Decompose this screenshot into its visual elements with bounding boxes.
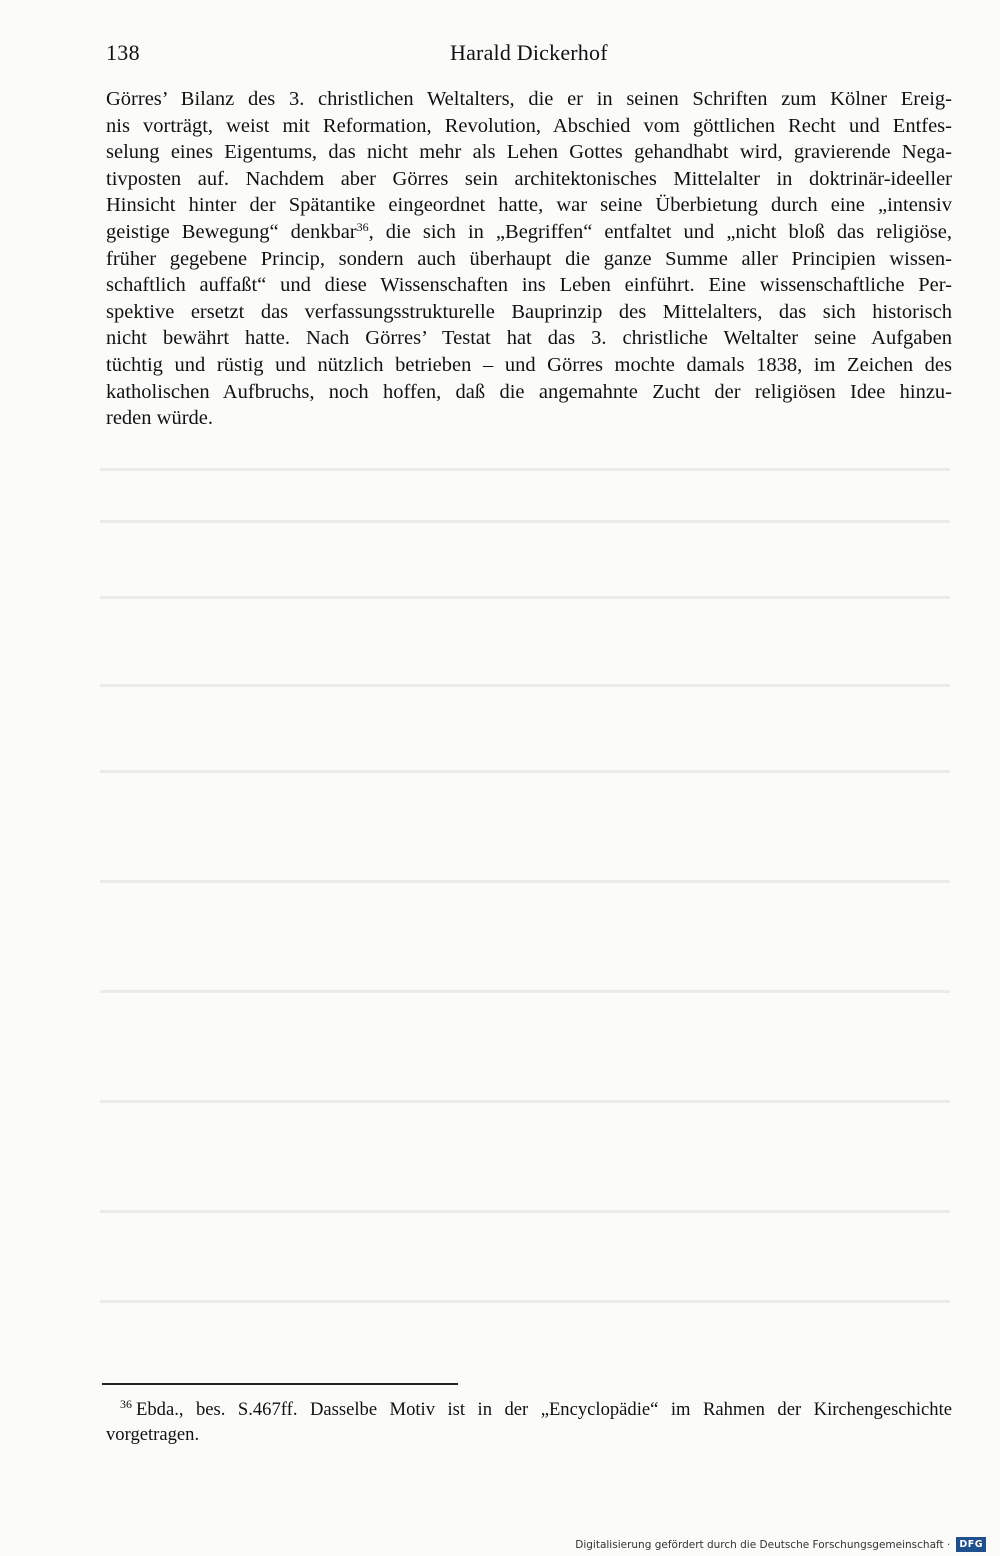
show-through-line [100,770,950,773]
show-through-line [100,1300,950,1303]
dfg-logo-icon: DFG [956,1537,986,1552]
body-line: früher gegebene Princip, sondern auch überhaupt die ganze Summe aller Principien wissen- [106,247,952,270]
body-line: nicht bewährt hatte. Nach Görres’ Testat hat das 3. christliche Weltalter seine Aufgaben [106,327,952,350]
show-through-line [100,684,950,687]
show-through-line [100,1100,950,1103]
page-number: 138 [106,40,140,65]
body-line-part: geistige Bewegung“ denkbar [106,220,357,243]
footnote-divider [102,1383,458,1385]
footnote [106,1397,952,1447]
show-through-line [100,880,950,883]
body-line: nis vorträgt, weist mit Reformation, Revolution, Abschied vom göttlichen Recht und Entfes- [106,114,952,137]
digitization-credit [575,1537,986,1552]
body-line-part: , die sich in „Begriffen“ entfaltet und „nicht bloß das religiöse, [368,220,952,243]
body-line [106,219,952,246]
body-line: schaftlich auffaßt“ und diese Wissenschaften ins Leben einführt. Eine wissenschaftliche Per- [106,274,952,297]
show-through-line [100,468,950,471]
show-through-line [100,990,950,993]
body-line: spektive ersetzt das verfassungsstrukturelle Bauprinzip des Mittelalters, das sich historisch [106,300,952,323]
digitization-text: Digitalisierung gefördert durch die Deutsche Forschungsgemeinschaft · [575,1538,951,1551]
body-line: selung eines Eigentums, das nicht mehr als Lehen Gottes gehandhabt wird, gravierende Nega- [106,141,952,164]
body-line: katholischen Aufbruchs, noch hoffen, daß die angemahnte Zucht der religiösen Idee hinzu- [106,380,952,403]
show-through-line [100,520,950,523]
body-line: Hinsicht hinter der Spätantike eingeordnet hatte, war seine Überbietung durch eine „intensiv [106,194,952,217]
body-paragraph [106,86,952,432]
body-line: Görres’ Bilanz des 3. christlichen Weltalters, die er in seinen Schriften zum Kölner Ereig- [106,88,952,110]
body-line: reden würde. [106,407,214,430]
body-line: tüchtig und rüstig und nützlich betrieben – und Görres mochte damals 1838, im Zeichen des [106,353,952,376]
footnote-text: Ebda., bes. S.467ff. Dasselbe Motiv ist in der „Encyclopädie“ im Rahmen der Kirchengeschichte [136,1399,952,1420]
footnote-line [106,1397,952,1422]
footnote-reference[interactable]: 36 [356,219,369,234]
footnote-mark: 36 [120,1397,132,1411]
show-through-line [100,596,950,599]
show-through-line [100,1210,950,1213]
body-line: tivposten auf. Nachdem aber Görres sein architektonisches Mittelalter in doktrinär-ideeller [106,167,952,190]
footnote-line: vorgetragen. [106,1424,200,1445]
running-head: Harald Dickerhof [450,40,608,65]
